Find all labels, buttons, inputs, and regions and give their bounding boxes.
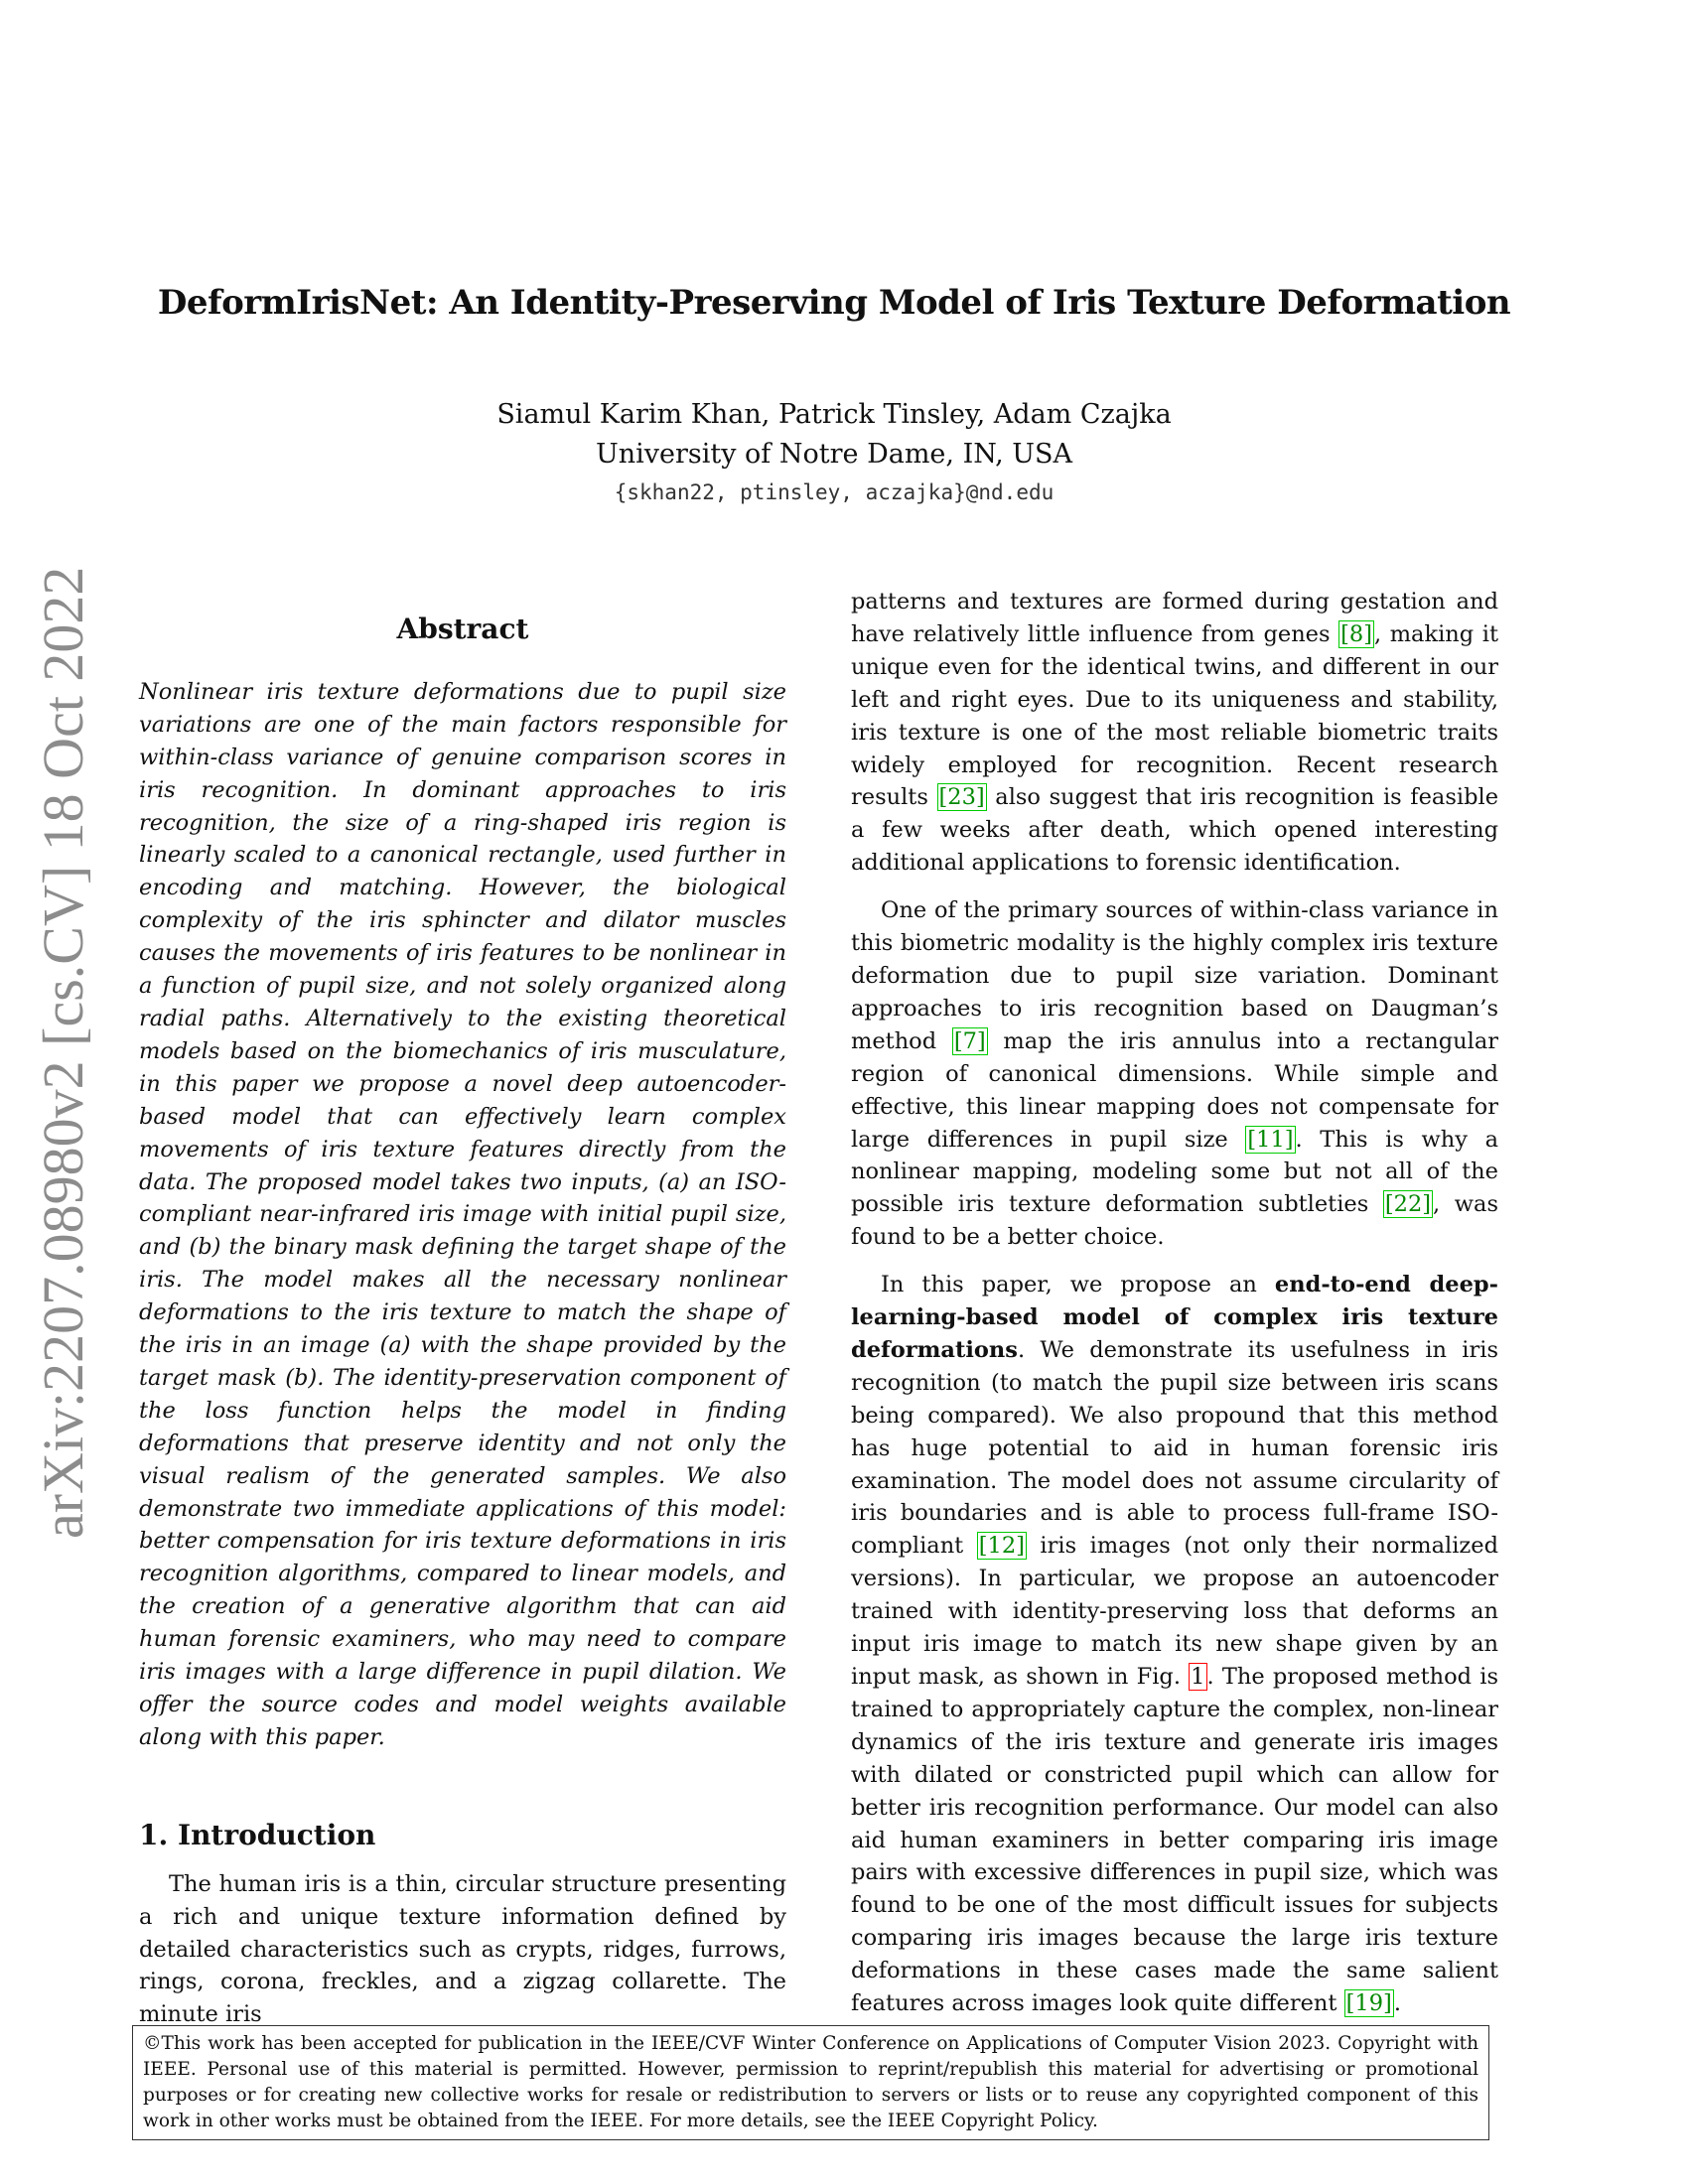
text-run: In this paper, we propose an bbox=[881, 1272, 1275, 1298]
text-run: . The proposed method is trained to appropriately capture the complex, non-linear dynamics of the iris texture and generate iris images with dilated or constricted pupil which can allow for better iris recognition performance. Our model can also aid human examiners in better comparing iris image pairs with excessive differences in pupil size, which was found to be one of the most difficult issues for subjects comparing iris images because the large iris texture deformations in these cases made the same salient features across images look quite different bbox=[851, 1664, 1499, 2017]
text-run: One of the primary sources of within-class variance in this biometric modality is the highly complex iris texture deformation due to pupil size variation. Dominant approaches to iris recognition based on Daugman’s method bbox=[851, 897, 1498, 1054]
citation-11[interactable]: [11] bbox=[1247, 1126, 1294, 1153]
intro-paragraph-1: The human iris is a thin, circular structure presenting a rich and unique texture information defined by detailed characteristics such as crypts, ridges, furrows, rings, corona, freckles, and a zigzag collarette. The minute iris bbox=[139, 1870, 786, 2028]
author-block bbox=[119, 395, 1549, 475]
citation-7[interactable]: [7] bbox=[953, 1027, 986, 1054]
bold-contribution: end-to-end deep-learning-based model of complex iris texture deformations bbox=[851, 1272, 1498, 1363]
text-run: map the iris annulus into a rectangular region of canonical dimensions. While simple and effective, this linear mapping does not compensate for large differences in pupil size bbox=[851, 1027, 1498, 1153]
intro-paragraph-1-continued bbox=[851, 586, 1498, 880]
text-run: , was found to be a better choice. bbox=[851, 1191, 1498, 1251]
text-run: iris images (not only their normalized versions). In particular, we propose an autoencoder trained with identity-preserving loss that deforms an input iris image to match its new shape given by an input mask, as shown in Fig. bbox=[851, 1533, 1498, 1690]
text-run: . This is why a nonlinear mapping, modeling some but not all of the possible iris texture deformation subtleties bbox=[851, 1126, 1498, 1218]
copyright-notice: ©This work has been accepted for publication in the IEEE/CVF Winter Conference on Applications of Computer Vision 2023. Copyright with IEEE. Personal use of this material is permitted. However, permission to reprint/republish this material for advertising or promotional purposes or for creating new collective works for resale or redistribution to servers or lists or to reuse any copyrighted component of this work in other works must be obtained from the IEEE. For more details, see the IEEE Copyright Policy. bbox=[132, 2025, 1489, 2140]
text-run: . bbox=[1393, 1990, 1401, 2017]
citation-22[interactable]: [22] bbox=[1384, 1191, 1432, 1218]
figure-1-link[interactable]: 1 bbox=[1191, 1664, 1205, 1690]
arxiv-side-stamp: arXiv:2207.08980v2 [cs.CV] 18 Oct 2022 bbox=[31, 566, 95, 1539]
author-email: {skhan22, ptinsley, aczajka}@nd.edu bbox=[614, 480, 1055, 504]
text-run: . We demonstrate its usefulness in iris recognition (to match the pupil size between iris scans being compared). We also propound that this method has huge potential to aid in human forensic iris examination. The model does not assume circularity of iris boundaries and is able to process full-frame ISO-compliant bbox=[851, 1336, 1498, 1560]
intro-paragraph-3 bbox=[851, 1269, 1498, 2020]
citation-19[interactable]: [19] bbox=[1345, 1990, 1392, 2017]
abstract-body: Nonlinear iris texture deformations due to pupil size variations are one of the main factors responsible for within-class variance of genuine comparison scores in iris recognition. In dominant approaches to iris recognition, the size of a ring-shaped iris region is linearly scaled to a canonical rectangle, used further in encoding and matching. However, the biological complexity of the iris sphincter and dilator muscles causes the movements of iris features to be nonlinear in a function of pupil size, and not solely organized along radial paths. Alternatively to the existing theoretical models based on the biomechanics of iris musculature, in this paper we propose a novel deep autoencoder-based model that can effectively learn complex movements of iris texture features directly from the data. The proposed model takes two inputs, (a) an ISO-compliant near-infrared iris image with initial pupil size, and (b) the binary mask defining the target shape of the iris. The model makes all the necessary nonlinear deformations to the iris texture to match the shape of the iris in an image (a) with the shape provided by the target mask (b). The identity-preservation component of the loss function helps the model in finding deformations that preserve identity and not only the visual realism of the generated samples. We also demonstrate two immediate applications of this model: better compensation for iris texture deformations in iris recognition algorithms, compared to linear models, and the creation of a generative algorithm that can aid human forensic examiners, who may need to compare iris images with a large difference in pupil dilation. We offer the source codes and model weights available along with this paper. bbox=[139, 678, 786, 1750]
author-names: Siamul Karim Khan, Patrick Tinsley, Adam Czajka bbox=[496, 399, 1172, 430]
introduction-heading: 1. Introduction bbox=[139, 1818, 376, 1851]
citation-23[interactable]: [23] bbox=[938, 784, 985, 811]
author-affiliation: University of Notre Dame, IN, USA bbox=[595, 439, 1073, 470]
intro-paragraph-2 bbox=[851, 894, 1498, 1254]
text-run: also suggest that iris recognition is feasible a few weeks after death, which opened interesting additional applications to forensic identification. bbox=[851, 784, 1499, 877]
paper-title: DeformIrisNet: An Identity-Preserving Model of Iris Texture Deformation bbox=[157, 283, 1511, 323]
abstract-heading: Abstract bbox=[396, 613, 529, 645]
citation-12[interactable]: [12] bbox=[978, 1533, 1025, 1560]
citation-8[interactable]: [8] bbox=[1340, 620, 1372, 647]
right-column bbox=[851, 586, 1498, 2020]
left-column bbox=[139, 584, 786, 2031]
text-run: , making it unique even for the identical twins, and different in our left and right eyes. Due to its uniqueness and stability, iris texture is one of the most reliable biometric traits widely employed for recognition. Recent research results bbox=[851, 620, 1498, 811]
text-run: patterns and textures are formed during gestation and have relatively little influence from genes bbox=[851, 589, 1498, 647]
